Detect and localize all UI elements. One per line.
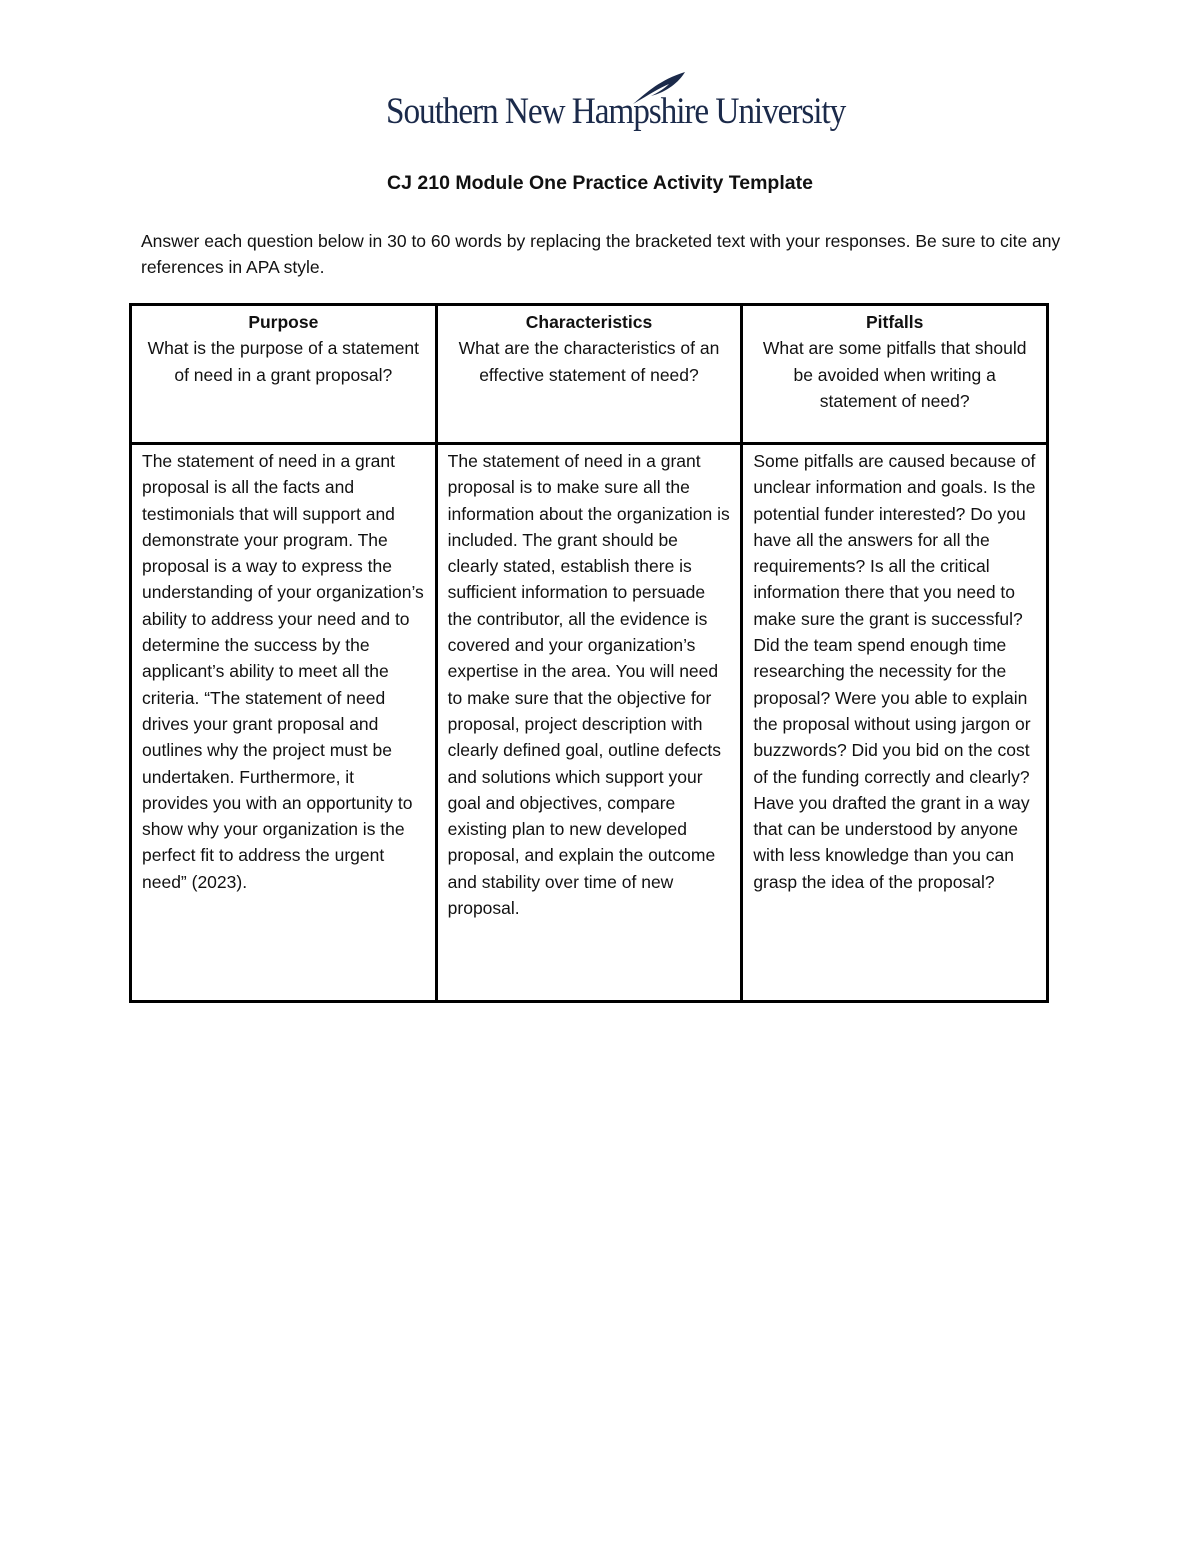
instructions-text: Answer each question below in 30 to 60 words by replacing the bracketed text with your responses. Be sure to cite any references in APA style.	[141, 231, 1061, 277]
purpose-answer-cell	[131, 444, 437, 1002]
characteristics-question: What are the characteristics of an effective statement of need?	[458, 338, 720, 385]
logo-wordmark: Southern New Hampshire University	[386, 91, 846, 132]
pitfalls-question: What are some pitfalls that should be avoided when writing a statement of need?	[762, 338, 1027, 411]
table-header-row	[131, 305, 1048, 444]
pitfalls-heading: Pitfalls	[865, 312, 924, 332]
pitfalls-answer: Some pitfalls are caused because of unclear information and goals. Is the potential funder interested? Do you have all the answers for all the requirements? Is all the critical information there that you need to make sure the grant is successful? Did the team spend enough time researching the necessity for the proposal? Were you able to explain the proposal without using jargon or buzzwords? Did you bid on the cost of the funding correctly and clearly? Have you drafted the grant in a way that can be understood by anyone with less knowledge than you can grasp the idea of the proposal?	[753, 451, 1036, 892]
pitfalls-header-cell	[742, 305, 1048, 444]
university-logo	[386, 70, 846, 136]
characteristics-heading: Characteristics	[525, 312, 653, 332]
response-table	[129, 303, 1049, 1003]
document-title: CJ 210 Module One Practice Activity Template	[387, 172, 813, 194]
pitfalls-answer-cell	[742, 444, 1048, 1002]
purpose-question: What is the purpose of a statement of need in a grant proposal?	[147, 338, 420, 385]
characteristics-answer-cell	[436, 444, 742, 1002]
characteristics-answer: The statement of need in a grant proposal is to make sure all the information about the organization is included. The grant should be clearly stated, establish there is sufficient information to persuade the contributor, all the evidence is covered and your organization’s expertise in the area. You will need to make sure that the objective for proposal, project description with clearly defined goal, outline defects and solutions which support your goal and objectives, compare existing plan to new developed proposal, and explain the outcome and stability over time of new proposal.	[447, 451, 730, 919]
purpose-header-cell	[131, 305, 437, 444]
table-answer-row	[131, 444, 1048, 1002]
characteristics-header-cell	[436, 305, 742, 444]
purpose-heading: Purpose	[248, 312, 319, 332]
purpose-answer: The statement of need in a grant proposal is all the facts and testimonials that will support and demonstrate your program. The proposal is a way to express the understanding of your organization’s ability to address your need and to determine the success by the applicant’s ability to meet all the criteria. “The statement of need drives your grant proposal and outlines why the project must be undertaken. Furthermore, it provides you with an opportunity to show why your organization is the perfect fit to address the urgent need” (2023).	[142, 451, 424, 892]
